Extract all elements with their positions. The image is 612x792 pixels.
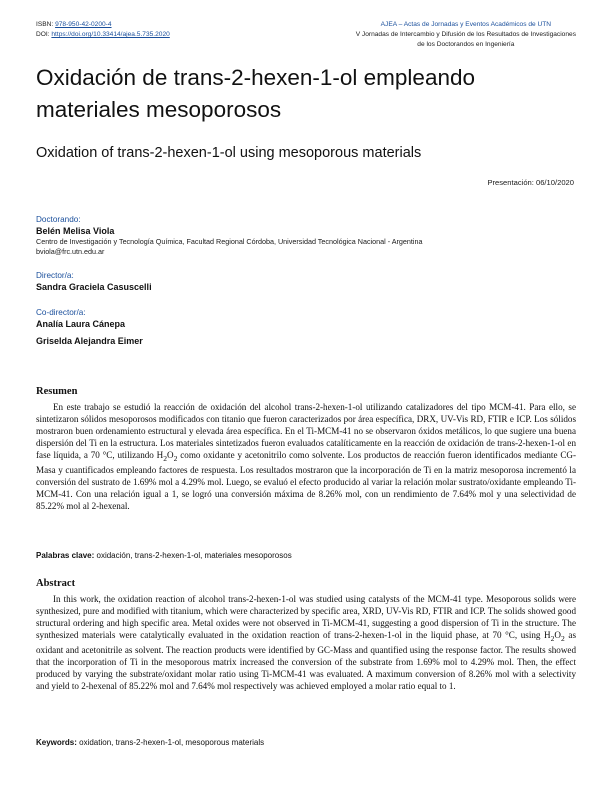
resumen-text: En este trabajo se estudió la reacción de oxidación del alcohol trans-2-hexen-1-ol utilizando catalizadores del tipo MCM-41. Para ello, se sintetizaron sólidos mesoporosos modificados con titanio que fueron caracterizados por área específica, DRX, UV-Vis RD, FTIR e ICP. Los sólidos mostraron buen ordenamiento estructural y elevada área específica. En el Ti-MCM-41 no se observaron óxidos metálicos, lo que sugiere una buena dispersión del Ti en la estructura. Los materiales sintetizados fueron evaluados catalíticamente en la reacción de oxidación de trans-2-hexen-1-ol en fase líquida, a 70 °C, utilizando $H_2O_2$ como oxidante y acetonitrilo como solvente. Los productos de reacción fueron identificados mediante CG-Masa y cuantificados empleando factores de respuesta. Los resultados mostraron que la incorporación de Ti en la matriz mesoporosa incrementó la conversión del sustrato de 1.69% mol a 4.29% mol. Luego, se evaluó el efecto producido al variar la relación molar sustrato/oxidante empleando Ti-MCM-41. Con una relación igual a 1, se logró una conversión máxima de 8.26% mol, con un rendimiento de 7.64% mol y una selectividad de 85.22% mol al 2-hexenal. — [36, 402, 576, 511]
event-line-1: V Jornadas de Intercambio y Difusión de los Resultados de Investigaciones — [355, 31, 576, 39]
page-title: Oxidación de trans-2-hexen-1-ol empleando materiales mesoporosos — [36, 65, 476, 122]
codirector-name-1: Analía Laura Cánepa — [36, 319, 126, 330]
people-block — [36, 215, 574, 346]
doctorando-name: Belén Melisa Viola — [36, 226, 115, 236]
abstract-section — [36, 578, 576, 692]
keywords-en-label: Keywords: — [36, 738, 77, 747]
keywords-es-section — [36, 551, 576, 560]
doi-label: DOI: — [36, 31, 52, 39]
abstract-text: In this work, the oxidation reaction of alcohol trans-2-hexen-1-ol was studied using catalysts of the MCM-41 type. Mesoporous solids were synthesized, pure and modified with titanium, which were characterized by specific area, XRD, UV-Vis RD, FTIR and ICP. The solids showed good structural ordering and high specific area. Metal oxides were not observed in Ti-MCM-41, suggesting a good dispersion of Ti in the structure. The synthesized materials were catalytically evaluated in the oxidation reaction of trans-2-hexen-1-ol in the liquid phase, at 70 °C, using $H_2O_2$ as oxidant and acetonitrile as solvent. The reaction products were identified by GC-Mass and quantified using the response factor. The results showed that the incorporation of Ti in the mesoporous matrix increased the conversion of the substrate from 1.69% mol to 4.29% mol. Then, the effect produced by varying the substrate/oxidant molar ratio using Ti-MCM-41 was evaluated. A maximum conversion of 8.26% mol with a selectivity and yield to 2-hexenal of 85.22% mol and 7.64% mol respectively was achieved employed a molar ratio equal to 1. — [36, 594, 576, 691]
header-identifiers — [36, 20, 170, 40]
header-event-info — [356, 20, 576, 51]
keywords-en-line — [36, 738, 576, 747]
keywords-en-section — [36, 738, 576, 747]
resumen-heading: Resumen — [36, 386, 78, 397]
abstract-heading: Abstract — [36, 578, 76, 589]
page-subtitle-english: Oxidation of trans-2-hexen-1-ol using mesoporous materials — [36, 145, 422, 161]
doctorando-label: Doctorando: — [36, 215, 81, 224]
keywords-es-value: oxidación, trans-2-hexen-1-ol, materiales mesoporosos — [94, 551, 292, 560]
doctorando-affiliation: Centro de Investigación y Tecnología Química, Facultad Regional Córdoba, Universidad Tecnológica Nacional - Argentina — [36, 237, 423, 246]
doi-line — [36, 30, 170, 40]
keywords-en-value: oxidation, trans-2-hexen-1-ol, mesoporous materials — [76, 738, 265, 747]
isbn-line — [36, 20, 170, 30]
resumen-section — [36, 386, 576, 512]
journal-name: AJEA – Actas de Jornadas y Eventos Académicos de UTN — [380, 21, 552, 28]
isbn-value[interactable]: 978-950-42-0200-4 — [55, 21, 112, 28]
director-label: Director/a: — [36, 271, 74, 281]
doctorando-email[interactable]: bviola@frc.utn.edu.ar — [36, 247, 105, 257]
event-line-2: de los Doctorandos en Ingeniería — [417, 41, 515, 49]
keywords-es-line — [36, 551, 576, 560]
presentation-date: Presentación: 06/10/2020 — [487, 178, 574, 187]
keywords-es-label: Palabras clave: — [36, 551, 95, 560]
page-header — [36, 20, 576, 51]
director-name: Sandra Graciela Casuscelli — [36, 282, 152, 293]
codirector-name-2: Griselda Alejandra Eimer — [36, 336, 143, 347]
codirector-label: Co-director/a: — [36, 308, 86, 318]
doi-link[interactable]: https://doi.org/10.33414/ajea.5.735.2020 — [51, 31, 170, 39]
isbn-label: ISBN: — [36, 21, 56, 28]
